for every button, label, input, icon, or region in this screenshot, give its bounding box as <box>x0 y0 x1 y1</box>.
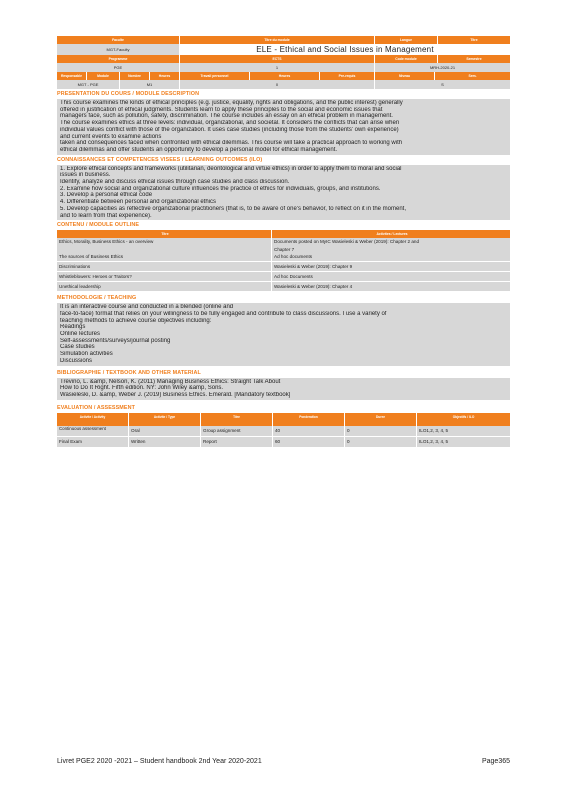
assessment-header-row <box>57 413 510 426</box>
assessment-header: Ponderation <box>273 413 345 426</box>
assessment-header: Activite / Type <box>129 413 201 426</box>
header-value-row-2 <box>57 63 510 72</box>
text-line: 2. Examine how social and organizational culture influences the practice of ethics for individuals, groups, and institutions. <box>60 185 381 192</box>
header-label: Titre <box>438 36 510 44</box>
text-line: managers face, such as pollution, safety, discrimination. The course includes an essay on an ethical problem in management. <box>60 113 393 120</box>
header-label: Heures <box>250 72 320 80</box>
header-label: Langue <box>375 36 438 44</box>
header-label: Titre du module <box>180 36 375 44</box>
header-label: Travail personnel <box>180 72 250 80</box>
header-label-row-1 <box>57 36 510 44</box>
text-line: 1. Explore ethical concepts and frameworks (utilitarian, deontological and virtue ethics) in order to apply them to moral and social <box>60 165 402 172</box>
assessment-header: Activite / Activity <box>57 413 129 426</box>
module-value: M1 <box>120 80 180 89</box>
header-value-row-3 <box>57 80 510 89</box>
text-line: The course examines ethics at three levels: individual, organizational, and societal. It considers the conflicts that can arise when <box>60 120 400 127</box>
header-label: Programme <box>57 55 180 63</box>
text-line: Trevino, L. &amp, Nelson, K. (2011) Managing Business Ethics: Straight Talk About <box>60 378 281 385</box>
text-line: This course examines the kinds of ethical principles (e.g. justice, equality, rights and obligations, and the public interest) generally <box>60 100 403 106</box>
header-label: Faculte <box>57 36 180 44</box>
assessment-type: Written <box>129 437 201 447</box>
text-line: individual values conflict with those of the organization. It uses case studies (including those from the students' own experience) <box>60 126 399 133</box>
competences-box <box>57 165 510 221</box>
outline-table <box>57 230 510 291</box>
header-label: Heures <box>150 72 180 80</box>
table-row <box>57 426 510 437</box>
evaluation-section-title: EVALUATION / ASSESSMENT <box>57 404 135 411</box>
text-line: face-to-face) format that relies on your willingness to be fully engaged and contribute to class discussions. I use a variety of <box>60 310 387 317</box>
outline-topic: Whistleblowers: Heroes or Traitors? <box>57 272 272 281</box>
assessment-activity: Continuous assessment <box>57 426 129 436</box>
header-value-row-1 <box>57 44 510 55</box>
table-row <box>57 246 510 253</box>
bibliographie-section-title: BIBLIOGRAPHIE / TEXTBOOK AND OTHER MATERIAL <box>57 369 201 376</box>
text-line: ethical dilemmas and offer students an opportunity to develop a personal model for ethical management. <box>60 146 338 153</box>
methodologie-section-title: METHODOLOGIE / TEACHING <box>57 295 137 302</box>
responsable-value: MGT - PGE <box>57 80 120 89</box>
header-label-row-3 <box>57 72 510 80</box>
text-line: taken and consequences faced when confronted with ethical dilemmas. This course will take a practical approach to working with <box>60 140 403 147</box>
text-line: and current events to examine actions <box>60 133 162 140</box>
module-title: ELE - Ethical and Social Issues in Management <box>180 44 510 55</box>
outline-topic: Ethics, Morality, Business Ethics - an overview <box>57 238 272 246</box>
text-line: Simulation activities <box>60 351 113 358</box>
assessment-activity: Final Exam <box>57 437 129 447</box>
footer-page-number: Page365 <box>481 758 510 765</box>
bibliographie-box <box>57 378 510 400</box>
table-row <box>57 272 510 282</box>
programme-value: PGE <box>57 63 180 72</box>
competences-section-title: CONNAISSANCES ET COMPETENCES VISEES / LEARNING OUTCOMES (ILO) <box>57 156 263 163</box>
semester-value: S <box>375 80 510 89</box>
assessment-duration: 0 <box>345 437 417 447</box>
outline-activity: Documents posted on MyIC Wasieleski & Weber (2019): Chapter 2 and <box>274 239 420 245</box>
assessment-ilo: ILO1,2, 3, 4, 5 <box>417 437 510 447</box>
assessment-duration: 0 <box>345 426 417 436</box>
header-label: Niveau <box>375 72 435 80</box>
text-line: 5. Develop capacities as reflective organizational practitioners (that is, to be aware of one's behavior, to reflect on it in the moment, <box>60 205 406 212</box>
methodologie-box <box>57 303 510 365</box>
header-label: Nombre <box>120 72 150 80</box>
header-label: Responsable <box>57 72 87 80</box>
text-line: Wasieleski, D. &amp, Weber J. (2019) Business Ethics. Emerald. [Mandatory textbook] <box>60 391 291 398</box>
presentation-section-title: PRESENTATION DU COURS / MODULE DESCRIPTION <box>57 91 200 97</box>
text-line: Online lectures <box>60 331 101 338</box>
outline-header-row <box>57 230 510 238</box>
document-page <box>57 36 510 447</box>
text-line: 4. Differentiate between personal and organizational ethics <box>60 199 216 206</box>
header-label-row-2 <box>57 55 510 63</box>
text-line: Readings <box>60 324 86 331</box>
outline-activity: Wasieleski & Weber (2019): Chapter 4 <box>274 284 353 290</box>
ects-value: 1 <box>180 63 375 72</box>
header-label: Module <box>87 72 120 80</box>
outline-topic <box>57 246 272 253</box>
outline-topic: Discriminations <box>57 262 272 271</box>
outline-topic: Unethical leadership <box>57 282 272 291</box>
faculty-value: MGT-Faculty <box>57 44 180 55</box>
outline-activity: Wasieleski & Weber (2019): Chapter 9 <box>274 264 353 270</box>
header-label: Code module <box>375 55 438 63</box>
text-line: Case studies <box>60 344 95 351</box>
presentation-box <box>57 99 510 155</box>
outline-activity: Chapter 7 <box>274 247 295 253</box>
text-line: teaching methods to achieve course objectives including: <box>60 317 212 324</box>
text-line: Identify, analyze and discuss ethical issues through case studies and class discussion. <box>60 179 290 186</box>
text-line: How to Do It Right. Fifth edition. NY: John Wiley &amp, Sons. <box>60 385 224 392</box>
outline-activity: Ad hoc Documents <box>274 274 313 280</box>
assessment-title: Group assignment <box>201 426 273 436</box>
text-line: offered in justification of ethical judgments. Students learn to apply these principles to the social and economic issues that <box>60 106 383 113</box>
text-line: Self-assessments/surveys/journal posting <box>60 337 171 344</box>
module-code-value: MRH-2020-21 <box>375 63 510 72</box>
header-label: Pre-requis <box>320 72 375 80</box>
table-row <box>57 238 510 246</box>
assessment-type: Oral <box>129 426 201 436</box>
assessment-table <box>57 413 510 447</box>
header-label: Sem. <box>435 72 510 80</box>
outline-header: Titre <box>57 230 272 238</box>
table-row <box>57 437 510 447</box>
outline-header: Activites / Lectures <box>272 230 510 238</box>
outline-topic: The sources of Business Ethics <box>57 253 272 261</box>
text-line: 3. Develop a personal ethical code <box>60 192 153 199</box>
header-label: Semestre <box>438 55 510 63</box>
assessment-header: Duree <box>345 413 417 426</box>
assessment-header: Titre <box>201 413 273 426</box>
hours-value: 0 <box>180 80 375 89</box>
text-line: issues in business. <box>60 172 111 179</box>
assessment-weight: 40 <box>273 426 345 436</box>
text-line: and to learn from that experience). <box>60 212 152 219</box>
assessment-title: Report <box>201 437 273 447</box>
text-line: Discussions <box>60 357 93 364</box>
contenu-section-title: CONTENU / MODULE OUTLINE <box>57 222 140 229</box>
outline-activity: Ad hoc documents <box>274 254 313 260</box>
header-label: ECTS <box>180 55 375 63</box>
table-row <box>57 282 510 291</box>
table-row <box>57 262 510 272</box>
assessment-header: Objectifs / ILO <box>417 413 510 426</box>
assessment-ilo: ILO1,2, 3, 4, 5 <box>417 426 510 436</box>
text-line: It is an interactive course and conducted in a blended (online and <box>60 304 234 311</box>
footer-handbook-title: Livret PGE2 2020 -2021 – Student handbook 2nd Year 2020-2021 <box>57 758 262 765</box>
assessment-weight: 60 <box>273 437 345 447</box>
table-row <box>57 253 510 262</box>
